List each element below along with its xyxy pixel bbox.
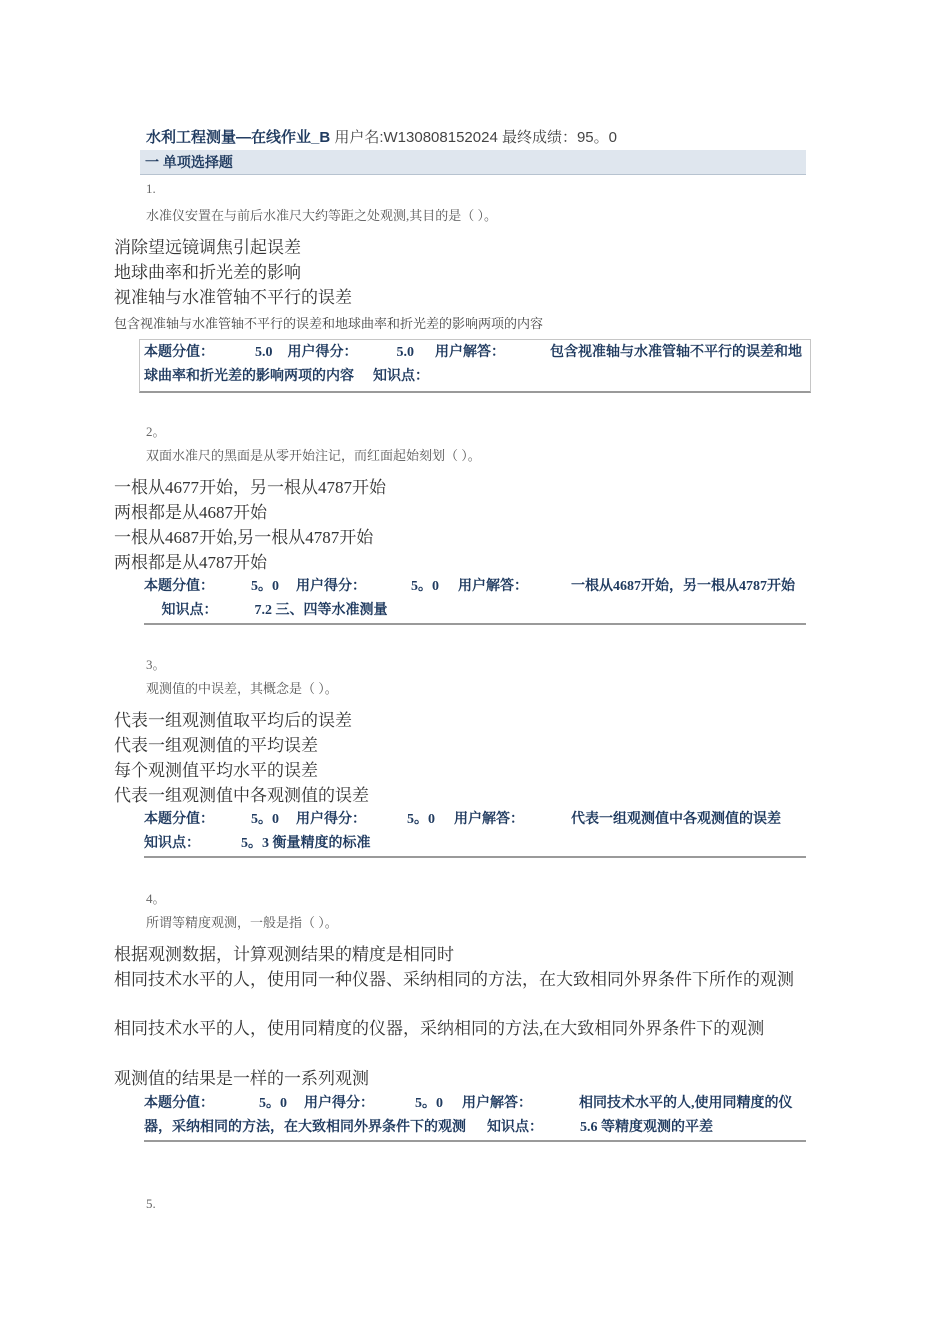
answer-block [139, 339, 811, 393]
option-d[interactable]: 代表一组观测值中各观测值的误差 [114, 786, 369, 805]
user-answer-value: 代表一组观测值中各观测值的误差 [571, 812, 781, 827]
option-c[interactable]: 一根从4687开始,另一根从4787开始 [114, 528, 374, 547]
question-number: 2。 [146, 424, 166, 439]
user-answer-label: 用户解答： [462, 1096, 532, 1111]
score-value: 5。0 [251, 579, 279, 594]
user-answer-value: 一根从4687开始，另一根从4787开始 [571, 579, 795, 594]
option-d[interactable]: 观测值的结果是一样的一系列观测 [114, 1069, 369, 1088]
option-c[interactable]: 每个观测值平均水平的误差 [114, 761, 318, 780]
option-b[interactable]: 两根都是从4687开始 [114, 503, 267, 522]
section-header: 一 单项选择题 [140, 150, 806, 175]
knowledge-point-value: 7.2 三、四等水准测量 [254, 603, 388, 618]
final-score: 最终成绩：95。0 [501, 129, 617, 146]
user-score-label: 用户得分： [287, 345, 358, 360]
option-a[interactable]: 一根从4677开始，另一根从4787开始 [114, 478, 386, 497]
option-b[interactable]: 代表一组观测值的平均误差 [114, 736, 318, 755]
user-score-value: 5。0 [415, 1096, 443, 1111]
knowledge-point-value: 5。3 衡量精度的标准 [241, 836, 371, 851]
question-number: 1. [146, 181, 156, 196]
option-b[interactable]: 地球曲率和折光差的影响 [114, 263, 301, 282]
course-title: 水利工程测量—在线作业_B [146, 129, 331, 146]
answer-block [144, 808, 806, 858]
option-a[interactable]: 消除望远镜调焦引起误差 [114, 238, 301, 257]
user-score-value: 5。0 [407, 812, 435, 827]
score-value: 5.0 [255, 345, 273, 360]
question-text: 双面水准尺的黑面是从零开始注记，而红面起始刻划（ ）。 [146, 448, 481, 463]
option-d[interactable]: 包含视准轴与水准管轴不平行的误差和地球曲率和折光差的影响两项的内容 [114, 316, 544, 331]
user-score-label: 用户得分： [296, 812, 366, 827]
question-number: 3。 [146, 657, 166, 672]
option-c[interactable]: 相同技术水平的人，使用同精度的仪器，采纳相同的方法,在大致相同外界条件下的观测 [114, 1019, 765, 1038]
option-a[interactable]: 根据观测数据，计算观测结果的精度是相同时 [114, 945, 454, 964]
score-value: 5。0 [259, 1096, 287, 1111]
user-score-label: 用户得分： [304, 1096, 374, 1111]
question-number: 5. [146, 1196, 156, 1211]
score-label: 本题分值： [144, 812, 214, 827]
user-answer-label: 用户解答： [435, 345, 505, 360]
option-c[interactable]: 视准轴与水准管轴不平行的误差 [114, 288, 352, 307]
knowledge-point-label: 知识点： [161, 603, 218, 618]
user-answer-value: 相同技术水平的人,使用同精度的仪器，采纳相同的方法，在大致相同外界条件下的观测 [144, 1096, 793, 1135]
user-answer-label: 用户解答： [458, 579, 528, 594]
score-label: 本题分值： [144, 579, 214, 594]
question-text: 所谓等精度观测，一般是指（ ）。 [146, 915, 338, 930]
question-text: 水准仪安置在与前后水准尺大约等距之处观测,其目的是（ ）。 [146, 208, 498, 223]
score-label: 本题分值： [144, 345, 214, 360]
knowledge-point-value: 5.6 等精度观测的平差 [580, 1120, 713, 1135]
question-text: 观测值的中误差，其概念是（ ）。 [146, 681, 338, 696]
answer-block [144, 1092, 806, 1142]
score-label: 本题分值： [144, 1096, 214, 1111]
user-score-value: 5.0 [396, 345, 414, 360]
knowledge-point-label: 知识点： [144, 836, 200, 851]
option-d[interactable]: 两根都是从4787开始 [114, 553, 267, 572]
answer-block [144, 575, 806, 625]
knowledge-point-label: 知识点： [373, 369, 429, 384]
user-answer-value: 包含视准轴与水准管轴不平行的误差和地球曲率和折光差的影响两项的内容 [144, 345, 802, 384]
knowledge-point-label: 知识点： [487, 1120, 543, 1135]
option-b[interactable]: 相同技术水平的人，使用同一种仪器、采纳相同的方法，在大致相同外界条件下所作的观测 [114, 970, 794, 989]
score-value: 5。0 [251, 812, 279, 827]
user-score-label: 用户得分： [296, 579, 366, 594]
user-score-value: 5。0 [411, 579, 439, 594]
option-a[interactable]: 代表一组观测值取平均后的误差 [114, 711, 352, 730]
user-answer-label: 用户解答： [454, 812, 524, 827]
user-name: 用户名:W130808152024 [334, 129, 498, 146]
page-header [146, 126, 806, 147]
question-number: 4。 [146, 891, 166, 906]
